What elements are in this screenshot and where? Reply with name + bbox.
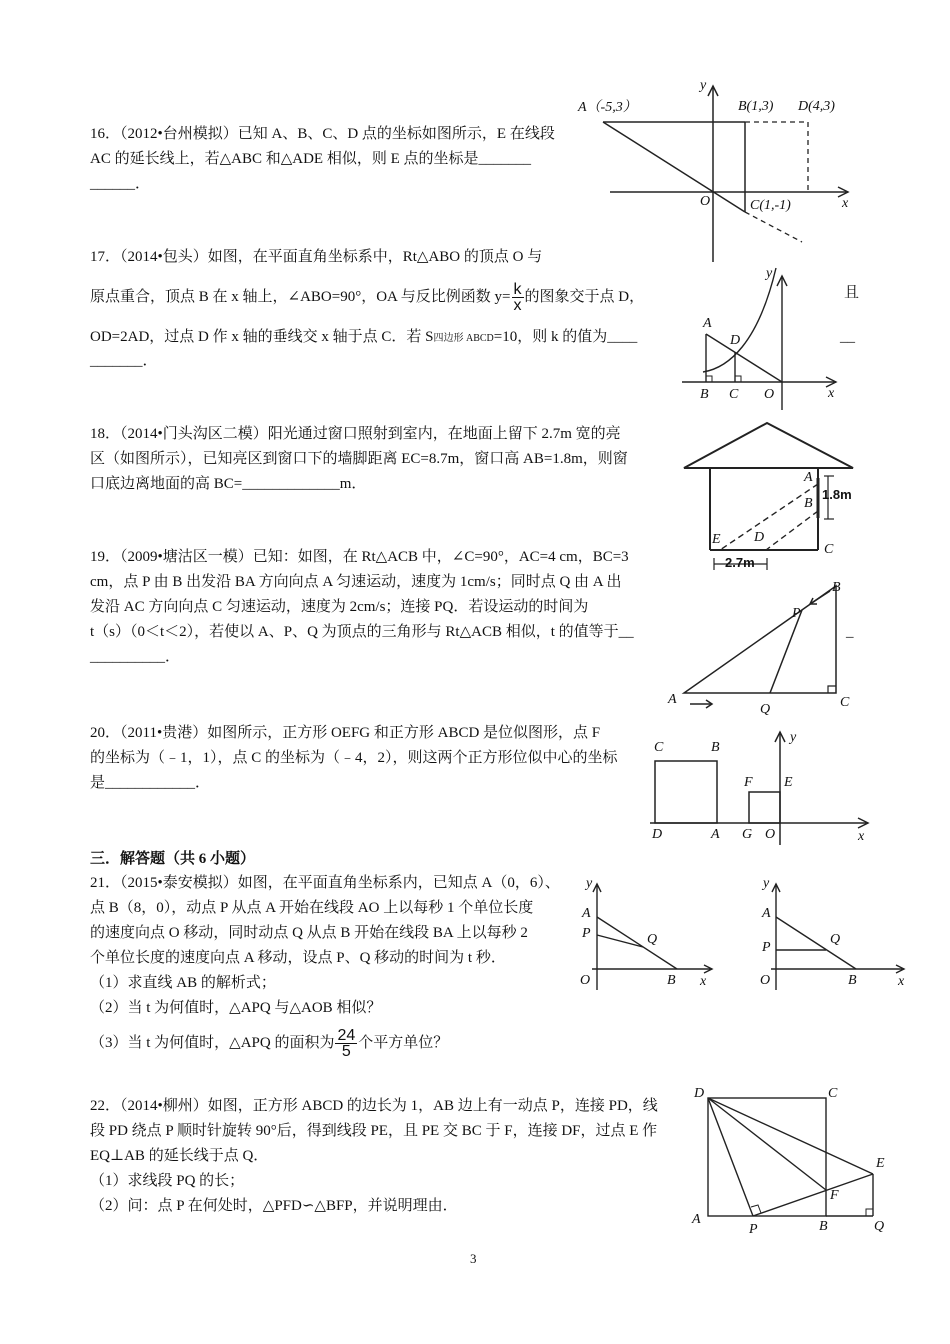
q19-label-b: B [832, 580, 841, 595]
q18-label-b: B [804, 496, 813, 511]
q20-line1: 20．（2011•贵港）如图所示，正方形 OEFG 和正方形 ABCD 是位似图形，点 F [90, 725, 601, 741]
q18-label-width: 2.7m [725, 555, 755, 570]
q20-label-g: G [742, 827, 753, 842]
q22-line3: EQ⊥AB 的延长线于点 Q． [90, 1148, 269, 1164]
q21-f2-label-x: x [898, 974, 905, 989]
q21-f2-label-p: P [762, 940, 771, 955]
q16-line2: AC 的延长线上，若△ABC 和△ADE 相似，则 E 点的坐标是_______ [90, 151, 531, 167]
q22-label-a: A [692, 1212, 701, 1227]
q20-line3: 是____________． [90, 775, 211, 791]
q21-line1: 21．（2015•泰安模拟）如图，在平面直角坐标系内，已知点 A（0，6）、 [90, 875, 560, 891]
q20-line2: 的坐标为（﹣1，1），点 C 的坐标为（﹣4，2），则这两个正方形位似中心的坐标 [90, 750, 618, 766]
q20-label-x: x [858, 829, 865, 844]
q21-f1-label-x: x [700, 974, 707, 989]
q17-line2-b: 的图象交于点 D， [524, 288, 645, 305]
q21-sub3-b: 个平方单位？ [358, 1034, 449, 1051]
q21-line3: 的速度向点 O 移动，同时动点 Q 从点 B 开始在线段 BA 上以每秒 2 [90, 925, 528, 941]
q16-label-o: O [700, 194, 711, 209]
q17-line3-b: =10，则 k 的值为____ [493, 329, 638, 345]
page-number: 3 [470, 1251, 477, 1266]
q17-line3-a: OD=2AD，过点 D 作 x 轴的垂线交 x 轴于点 C．若 S [90, 329, 434, 345]
q19-label-p: P [792, 606, 801, 621]
q20-label-b: B [711, 740, 720, 755]
q20-label-d: D [652, 827, 663, 842]
q17-label-x: x [828, 386, 835, 401]
q19-line1: 19．（2009•塘沽区一模）已知：如图，在 Rt△ACB 中，∠C=90°，AC=4 cm，BC=3 [90, 549, 629, 565]
q20-label-f: F [744, 775, 753, 790]
q17-line1: 17．（2014•包头）如图，在平面直角坐标系中，Rt△ABO 的顶点 O 与 [90, 249, 543, 265]
q21-f2-label-a: A [762, 906, 771, 921]
q21-frac-num: 24 [337, 1027, 356, 1044]
q18-label-d: D [754, 530, 765, 545]
q17-frac-num: k [513, 281, 522, 298]
q19-line4b: _ [846, 624, 854, 640]
q21-sub1: （1）求直线 AB 的解析式； [90, 975, 276, 991]
q17-line2-a: 原点重合，顶点 B 在 x 轴上，∠ABO=90°，OA 与反比例函数 y= [90, 288, 511, 305]
q21-f2-label-y: y [763, 876, 770, 891]
q16-label-x: x [842, 196, 849, 211]
q17-label-o: O [764, 387, 775, 402]
q18-line2: 区（如图所示），已知亮区到窗口下的墙脚距离 EC=8.7m，窗口高 AB=1.8m，则窗 [90, 451, 628, 467]
right-angle-q [866, 1209, 873, 1216]
q21-sub2: （2）当 t 为何值时，△APQ 与△AOB 相似？ [90, 1000, 382, 1016]
section-heading: 三．解答题（共 6 小题） [90, 851, 256, 867]
q16-label-a: A（-5,3） [578, 100, 637, 115]
q22-line1: 22．（2014•柳州）如图，正方形 ABCD 的边长为 1，AB 边上有一动点 P，连接 PD，线 [90, 1098, 658, 1114]
q22-label-d: D [694, 1086, 705, 1101]
q21-f1-label-a: A [582, 906, 591, 921]
q19-line5: __________． [90, 649, 181, 665]
q18-line1: 18．（2014•门头沟区二模）阳光通过窗口照射到室内，在地面上留下 2.7m 宽的亮 [90, 426, 621, 442]
q22-label-p: P [749, 1222, 758, 1237]
q21-f1-label-q: Q [647, 932, 658, 947]
q17-label-d: D [730, 333, 741, 348]
q21-f2-label-b: B [848, 973, 857, 988]
q22-sub2: （2）问：点 P 在何处时，△PFD∽△BFP，并说明理由． [90, 1198, 458, 1214]
q22-line2: 段 PD 绕点 P 顺时针旋转 90°后，得到线段 PE，且 PE 交 BC 于 F，连接 DF，过点 E 作 [90, 1123, 658, 1139]
q22-sub1: （1）求线段 PQ 的长； [90, 1173, 245, 1189]
q16-line1: 16．（2012•台州模拟）已知 A、B、C、D 点的坐标如图所示，E 在线段 [90, 126, 555, 142]
q21-line4: 个单位长度的速度向点 A 移动，设点 P、Q 移动的时间为 t 秒． [90, 950, 506, 966]
q21-f1-label-y: y [586, 876, 593, 891]
q18-label-c: C [824, 542, 834, 557]
q21-f2-label-q: Q [830, 932, 841, 947]
right-angle-p [751, 1205, 761, 1213]
q21-frac-den: 5 [341, 1043, 351, 1060]
q16-label-c: C(1,-1) [750, 198, 791, 213]
q21-f1-label-o: O [580, 973, 591, 988]
q19-line2: cm，点 P 由 B 出发沿 BA 方向向点 A 匀速运动，速度为 1cm/s；同时点 Q 由 A 出 [90, 574, 622, 590]
q18-label-height: 1.8m [822, 487, 852, 502]
q16-line3: ______． [90, 176, 151, 192]
q21-f1-label-p: P [582, 926, 591, 941]
q20-label-c: C [654, 740, 664, 755]
q17-label-b: B [700, 387, 709, 402]
q22-label-f: F [830, 1188, 839, 1203]
q21-f2-label-o: O [760, 973, 771, 988]
q19-label-c: C [840, 695, 850, 710]
q17-frac-den: x [513, 297, 522, 314]
q20-label-o: O [765, 827, 776, 842]
q17-label-c: C [729, 387, 739, 402]
q19-label-a: A [668, 692, 677, 707]
q22-label-b: B [819, 1219, 828, 1234]
q17-line3-sub: 四边形 ABCD [433, 333, 494, 344]
q17-line3-c: __ [840, 329, 855, 345]
square-abcd [708, 1098, 826, 1216]
q22-label-c: C [828, 1086, 838, 1101]
q21-line2: 点 B（8，0），动点 P 从点 A 开始在线段 AO 上以每秒 1 个单位长度 [90, 900, 534, 916]
q21-sub3-a: （3）当 t 为何值时，△APQ 的面积为 [90, 1034, 335, 1051]
q22-label-q: Q [874, 1219, 885, 1234]
q18-line3: 口底边离地面的高 BC=_____________m． [90, 476, 367, 492]
q17-line2-c: 且 [844, 285, 860, 301]
q16-label-y: y [700, 78, 707, 93]
q19-label-q: Q [760, 702, 771, 717]
q20-label-a: A [711, 827, 720, 842]
q17-line4: _______． [90, 353, 158, 369]
q16-label-d: D(4,3) [798, 99, 835, 114]
q18-label-e: E [712, 532, 721, 547]
q19-line4: t（s）（0＜t＜2），若使以 A、P、Q 为顶点的三角形与 Rt△ACB 相似，t 的值等于__ [90, 624, 634, 640]
q16-label-b: B(1,3) [738, 99, 774, 114]
q17-label-y: y [766, 266, 773, 281]
q20-label-e: E [784, 775, 793, 790]
q22-label-e: E [876, 1156, 885, 1171]
q21-f1-label-b: B [667, 973, 676, 988]
q17-label-a: A [703, 316, 712, 331]
q19-line3: 发沿 AC 方向向点 C 匀速运动，速度为 2cm/s；连接 PQ．若设运动的时间为 [90, 599, 589, 615]
q18-label-a: A [804, 470, 813, 485]
q20-label-y: y [790, 730, 797, 745]
